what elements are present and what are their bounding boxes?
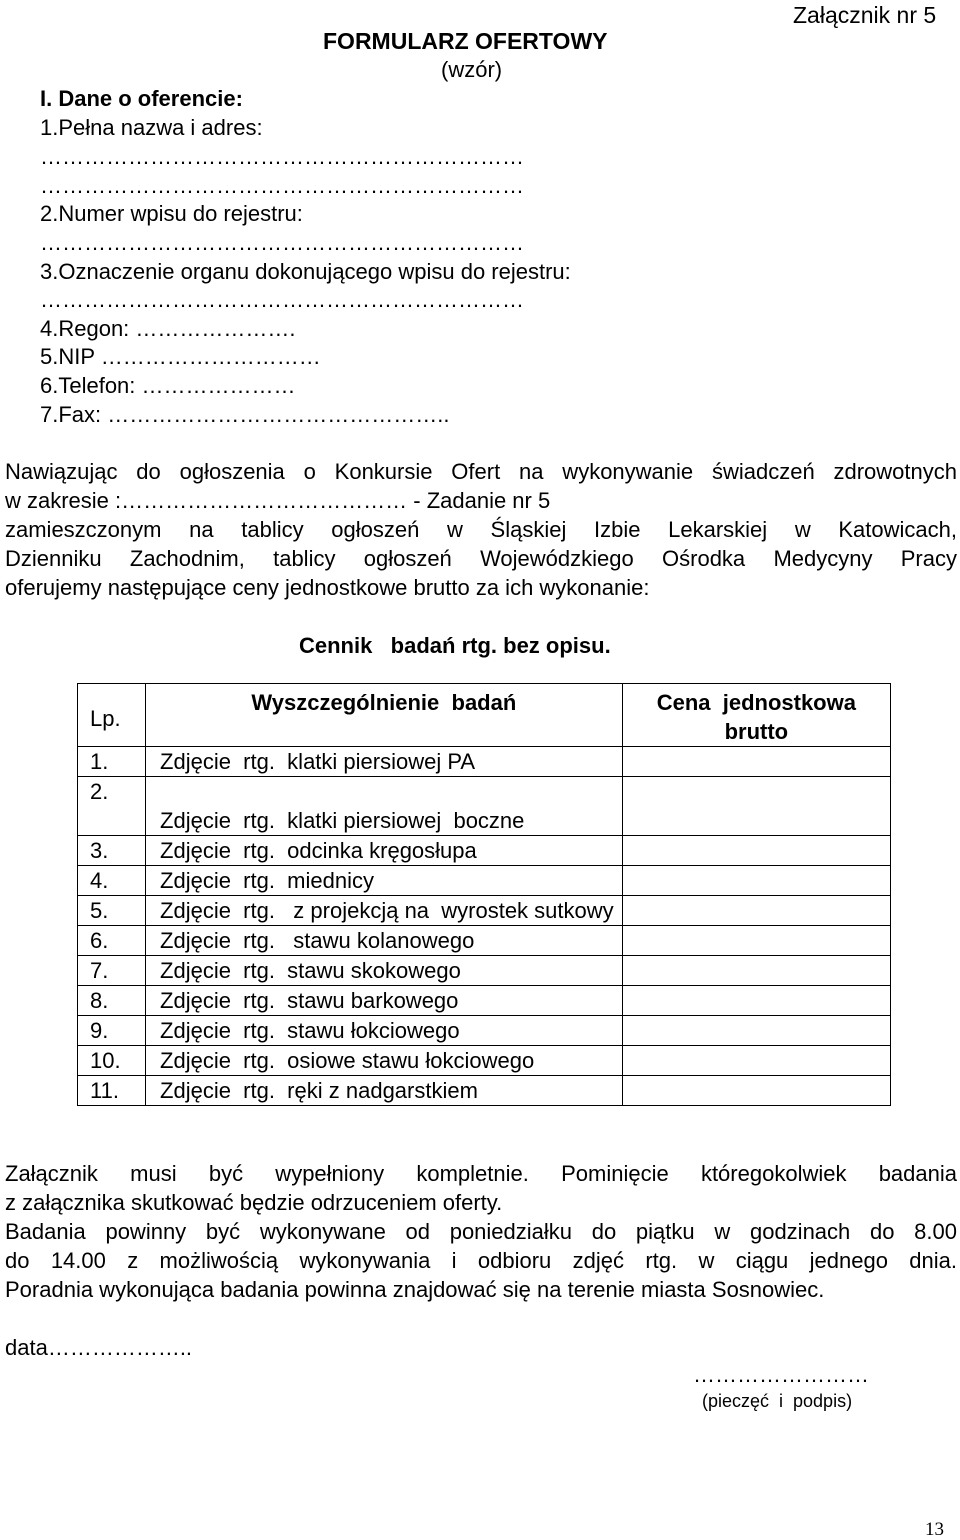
- header-price-line2: brutto: [724, 719, 789, 744]
- table-row: [78, 747, 891, 777]
- register-number-label: 2.Numer wpisu do rejestru:: [40, 201, 303, 226]
- notes-line: Poradnia wykonująca badania powinna znajdować się na terenie miasta Sosnowiec.: [5, 1277, 825, 1302]
- table-row: [78, 777, 891, 836]
- intro-scope-line[interactable]: w zakresie :………………………………… - Zadanie nr 5: [5, 488, 551, 513]
- row-lp: 1.: [78, 747, 146, 777]
- row-exam-name: Zdjęcie rtg. z projekcją na wyrostek sutkowy: [146, 896, 623, 926]
- header-name: [146, 684, 623, 747]
- header-price: [622, 684, 890, 747]
- notes-line: Badania powinny być wykonywane od poniedziałku do piątku w godzinach do 8.00: [5, 1219, 957, 1244]
- row-price-cell[interactable]: [622, 1076, 890, 1106]
- register-organ-label: 3.Oznaczenie organu dokonującego wpisu do rejestru:: [40, 259, 571, 284]
- notes-line: Załącznik musi być wypełniony kompletnie. Pominięcie któregokolwiek badania: [5, 1161, 957, 1186]
- table-row: [78, 1046, 891, 1076]
- price-table-title: Cennik badań rtg. bez opisu.: [299, 633, 611, 658]
- notes-paragraph: [5, 1163, 957, 1192]
- telefon-field[interactable]: 6.Telefon: …………………: [40, 373, 296, 398]
- row-exam-name: Zdjęcie rtg. odcinka kręgosłupa: [146, 836, 623, 866]
- intro-paragraph-end: [5, 577, 649, 606]
- regon-field[interactable]: 4.Regon: ………………….: [40, 316, 296, 341]
- fax-field[interactable]: 7.Fax: ………………………………………..: [40, 402, 450, 427]
- intro-line: Dzienniku Zachodnim, tablicy ogłoszeń Wojewódzkiego Ośrodka Medycyny Pracy: [5, 546, 957, 571]
- header-price-line1: Cena jednostkowa: [656, 690, 856, 715]
- table-row: [78, 896, 891, 926]
- row-lp: 5.: [78, 896, 146, 926]
- row-lp: 10.: [78, 1046, 146, 1076]
- row-price-cell[interactable]: [622, 926, 890, 956]
- table-row: [78, 866, 891, 896]
- row-exam-name: Zdjęcie rtg. klatki piersiowej PA: [146, 747, 623, 777]
- table-row: [78, 1076, 891, 1106]
- notes-paragraph-c: [5, 1221, 957, 1279]
- row-exam-name: Zdjęcie rtg. miednicy: [146, 866, 623, 896]
- row-price-cell[interactable]: [622, 866, 890, 896]
- row-exam-name: Zdjęcie rtg. stawu kolanowego: [146, 926, 623, 956]
- page-number: 13: [925, 1519, 944, 1540]
- price-table: [77, 683, 891, 1106]
- row-price-cell[interactable]: [622, 986, 890, 1016]
- row-price-cell[interactable]: [622, 1016, 890, 1046]
- row-price-cell[interactable]: [622, 1046, 890, 1076]
- table-row: [78, 986, 891, 1016]
- intro-paragraph-line2: [5, 490, 550, 519]
- section-heading: I. Dane o oferencie:: [40, 86, 243, 111]
- row-price-cell[interactable]: [622, 956, 890, 986]
- row-price-cell[interactable]: [622, 836, 890, 866]
- table-header-row: [78, 684, 891, 747]
- header-name-text: Wyszczególnienie badań: [251, 690, 517, 715]
- full-name-label: 1.Pełna nazwa i adres:: [40, 115, 263, 140]
- attachment-label: Załącznik nr 5: [793, 2, 937, 28]
- signature-field[interactable]: ……………………: [693, 1362, 869, 1387]
- row-lp: 2.: [78, 777, 146, 836]
- row-exam-name: Zdjęcie rtg. stawu barkowego: [146, 986, 623, 1016]
- row-lp: 11.: [78, 1076, 146, 1106]
- row-lp: 9.: [78, 1016, 146, 1046]
- row-exam-name: Zdjęcie rtg. stawu skokowego: [146, 956, 623, 986]
- notes-line: do 14.00 z możliwością wykonywania i odbioru zdjęć rtg. w ciągu jednego dnia.: [5, 1248, 957, 1273]
- form-title: FORMULARZ OFERTOWY: [323, 28, 608, 54]
- form-subtitle: (wzór): [441, 57, 503, 82]
- date-field[interactable]: data………………..: [5, 1335, 193, 1360]
- intro-paragraph: [5, 461, 957, 490]
- nip-field[interactable]: 5.NIP …………………………: [40, 344, 321, 369]
- table-row: [78, 836, 891, 866]
- row-exam-name: Zdjęcie rtg. ręki z nadgarstkiem: [146, 1076, 623, 1106]
- intro-line: zamieszczonym na tablicy ogłoszeń w Śląskiej Izbie Lekarskiej w Katowicach,: [5, 517, 957, 542]
- notes-paragraph-d: [5, 1279, 824, 1308]
- row-lp: 3.: [78, 836, 146, 866]
- header-lp: Lp.: [78, 684, 146, 747]
- signature-label: (pieczęć i podpis): [702, 1391, 853, 1411]
- intro-line: Nawiązując do ogłoszenia o Konkursie Ofert na wykonywanie świadczeń zdrowotnych: [5, 459, 957, 484]
- row-lp: 8.: [78, 986, 146, 1016]
- full-name-field-line2[interactable]: …………………………………………………………: [40, 173, 524, 198]
- full-name-field-line1[interactable]: …………………………………………………………: [40, 144, 524, 169]
- row-price-cell[interactable]: [622, 896, 890, 926]
- row-lp: 6.: [78, 926, 146, 956]
- intro-paragraph-cont: [5, 519, 957, 577]
- notes-paragraph-b: [5, 1192, 502, 1221]
- register-organ-field[interactable]: …………………………………………………………: [40, 287, 524, 312]
- intro-line: oferujemy następujące ceny jednostkowe brutto za ich wykonanie:: [5, 575, 650, 600]
- table-row: [78, 926, 891, 956]
- row-lp: 4.: [78, 866, 146, 896]
- row-price-cell[interactable]: [622, 747, 890, 777]
- row-exam-name: Zdjęcie rtg. stawu łokciowego: [146, 1016, 623, 1046]
- notes-line: z załącznika skutkować będzie odrzuceniem oferty.: [5, 1190, 503, 1215]
- row-lp: 7.: [78, 956, 146, 986]
- row-price-cell[interactable]: [622, 777, 890, 836]
- row-exam-name: Zdjęcie rtg. osiowe stawu łokciowego: [146, 1046, 623, 1076]
- table-row: [78, 956, 891, 986]
- row-exam-name: Zdjęcie rtg. klatki piersiowej boczne: [146, 777, 623, 836]
- register-number-field[interactable]: …………………………………………………………: [40, 230, 524, 255]
- table-row: [78, 1016, 891, 1046]
